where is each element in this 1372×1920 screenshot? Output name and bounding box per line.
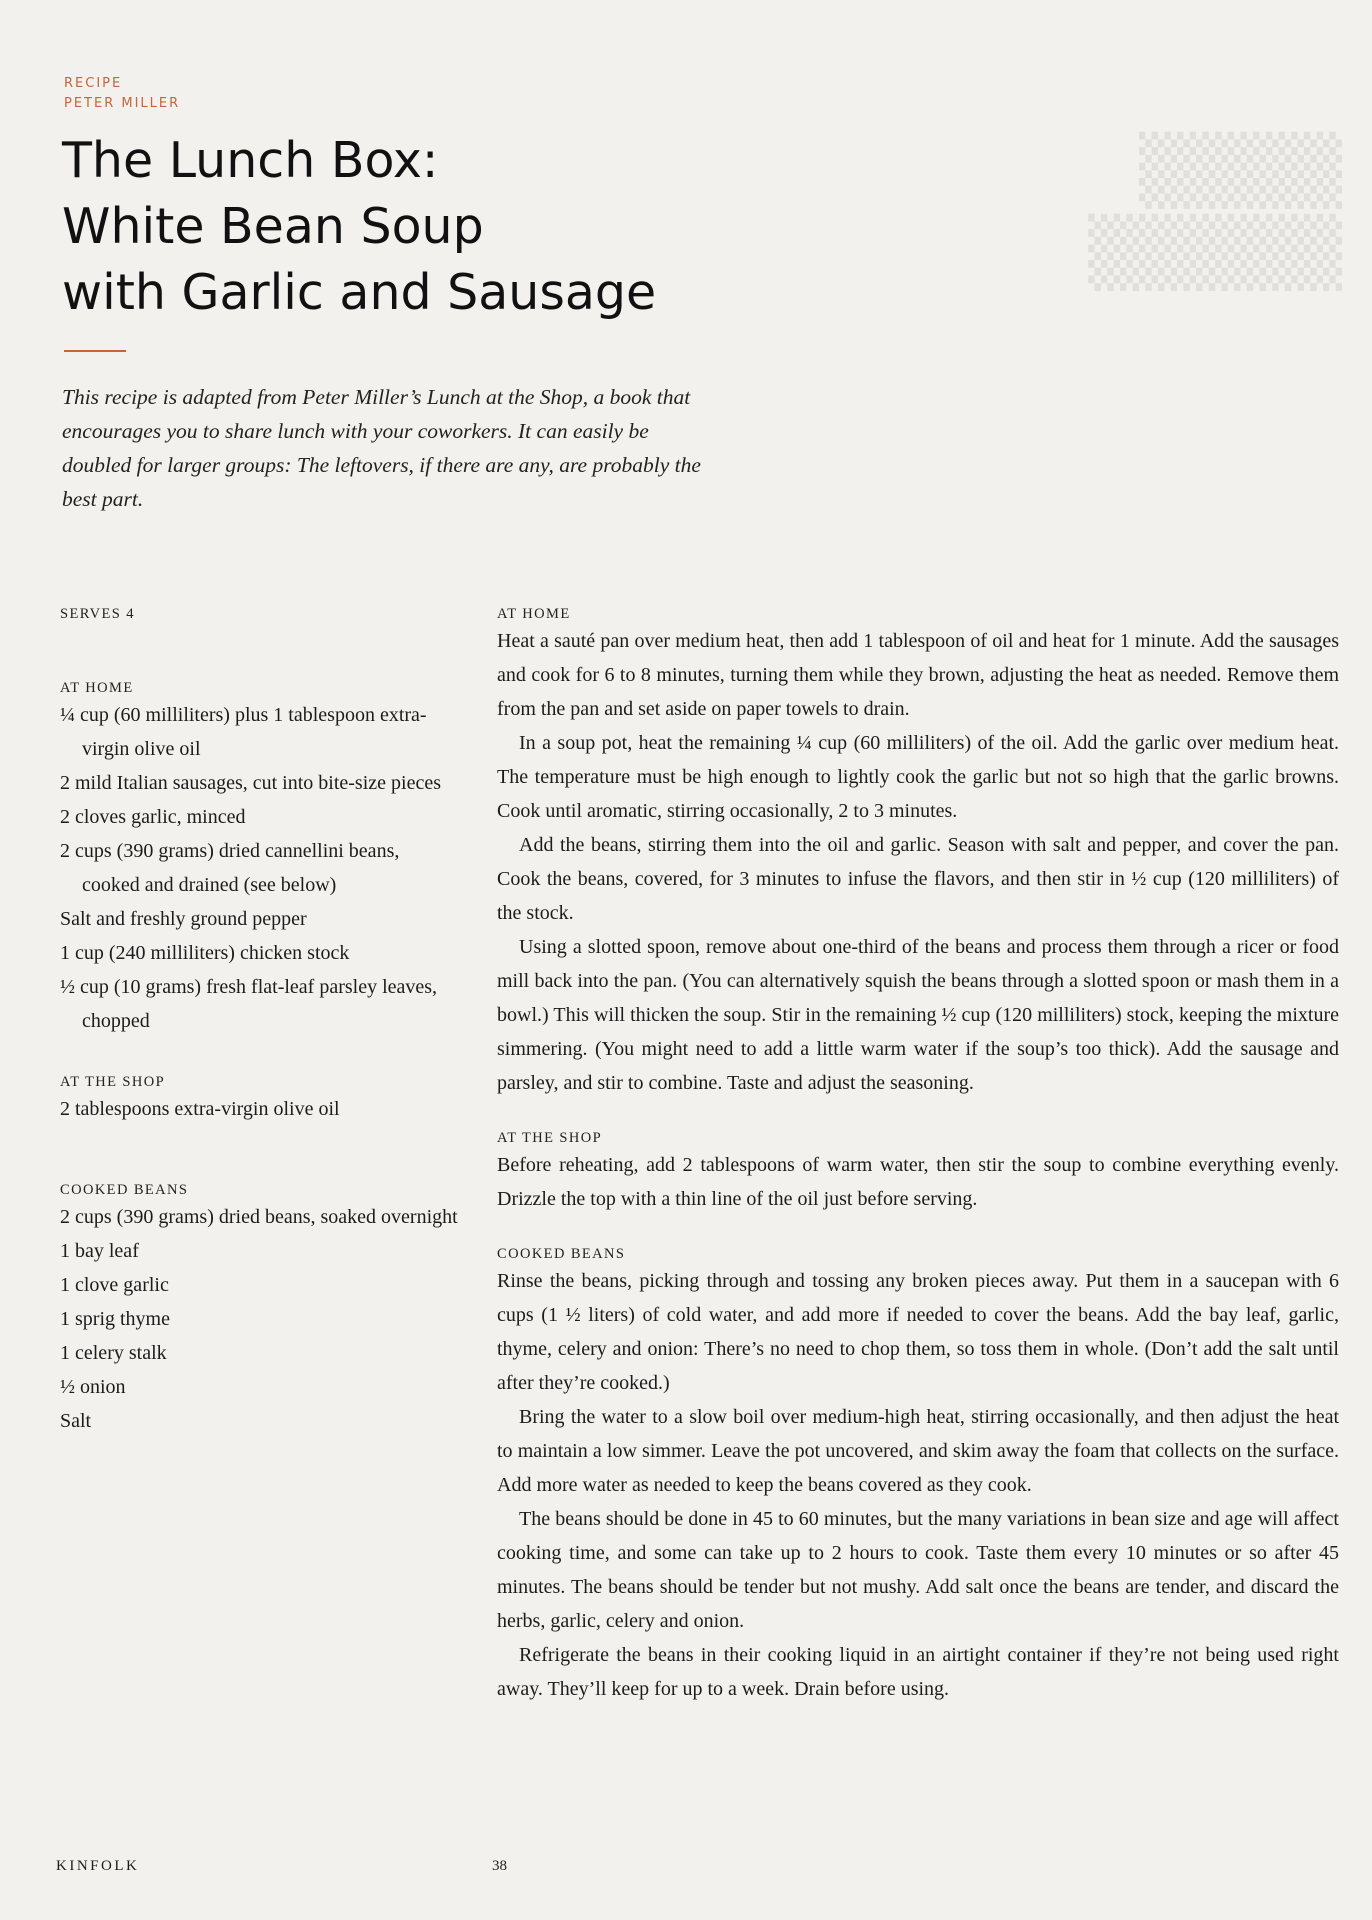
method-paragraph: Heat a sauté pan over medium heat, then add 1 tablespoon of oil and heat for 1 minute. Add the sausages and cook for 6 to 8 minutes, turning them while they brown, adjusting the heat as needed. Remove them from the pan and set aside on paper towels to drain. <box>497 630 1339 720</box>
ingredients-column <box>60 604 460 1438</box>
page-title <box>62 128 782 326</box>
method-paragraph: Refrigerate the beans in their cooking liquid in an airtight container if they’re not being used right away. They’ll keep for up to a week. Drain before using. <box>497 1644 1339 1700</box>
list-item: 2 cups (390 grams) dried beans, soaked overnight <box>60 1206 458 1228</box>
list-item: ½ onion <box>60 1376 126 1398</box>
method-paragraph: The beans should be done in 45 to 60 minutes, but the many variations in bean size and age will affect cooking time, and some can take up to 2 hours to cook. Taste them every 10 minutes or so after 45 minutes. The beans should be tender but not mushy. Add salt once the beans are tender, and discard the herbs, garlic, celery and onion. <box>497 1508 1339 1632</box>
list-item: ¼ cup (60 milliliters) plus 1 tablespoon extra-virgin olive oil <box>60 704 427 760</box>
serves-label: SERVES 4 <box>60 606 135 622</box>
method-column <box>497 604 1339 1706</box>
list-item: 1 sprig thyme <box>60 1308 170 1330</box>
list-item: 2 tablespoons extra-virgin olive oil <box>60 1098 340 1120</box>
method-cooked-beans-heading: COOKED BEANS <box>497 1246 626 1262</box>
ingredients-at-home-heading: AT HOME <box>60 680 134 696</box>
bleed-through-decoration: ▒▒▒▒ ▒▒▒▒▒ <box>1088 132 1342 291</box>
method-paragraph: Before reheating, add 2 tablespoons of warm water, then stir the soup to combine everything evenly. Drizzle the top with a thin line of the oil just before serving. <box>497 1154 1339 1210</box>
ingredients-at-shop-heading: AT THE SHOP <box>60 1074 166 1090</box>
magazine-name: KINFOLK <box>56 1858 140 1874</box>
list-item: ½ cup (10 grams) fresh flat-leaf parsley leaves, chopped <box>60 976 438 1032</box>
method-paragraph: Bring the water to a slow boil over medium-high heat, stirring occasionally, and then adjust the heat to maintain a low simmer. Leave the pot uncovered, and skim away the foam that collects on the surface. Add more water as needed to keep the beans covered as they cook. <box>497 1406 1339 1496</box>
method-paragraph: Add the beans, stirring them into the oil and garlic. Season with salt and pepper, and cover the pan. Cook the beans, covered, for 3 minutes to infuse the flavors, and then stir in ½ cup (120 milliliters) of the stock. <box>497 834 1339 924</box>
method-paragraph: In a soup pot, heat the remaining ¼ cup (60 milliliters) of the oil. Add the garlic over medium heat. The temperature must be high enough to lightly cook the garlic but not so high that the garlic browns. Cook until aromatic, stirring occasionally, 2 to 3 minutes. <box>497 732 1339 822</box>
intro-text: This recipe is adapted from Peter Miller’s Lunch at the Shop, a book that encourages you to share lunch with your coworkers. It can easily be doubled for larger groups: The leftovers, if there are any, are probably the best part. <box>62 385 701 511</box>
list-item: 2 mild Italian sausages, cut into bite-size pieces <box>60 772 441 794</box>
accent-divider <box>64 350 126 352</box>
list-item: Salt and freshly ground pepper <box>60 908 307 930</box>
list-item: 1 clove garlic <box>60 1274 169 1296</box>
list-item: 2 cups (390 grams) dried cannellini beans, cooked and drained (see below) <box>60 840 400 896</box>
title-line: with Garlic and Sausage <box>62 264 657 321</box>
list-item: 2 cloves garlic, minced <box>60 806 246 828</box>
list-item: 1 celery stalk <box>60 1342 167 1364</box>
ingredients-at-home-list <box>60 698 460 1038</box>
page-number: 38 <box>492 1858 507 1874</box>
method-paragraph: Using a slotted spoon, remove about one-third of the beans and process them through a ricer or food mill back into the pan. (You can alternatively squish the beans through a slotted spoon or mash them in a bowl.) This will thicken the soup. Stir in the remaining ½ cup (120 milliliters) stock, keeping the mixture simmering. (You might need to add a little warm water if the soup’s too thick). Add the sausage and parsley, and stir to combine. Taste and adjust the seasoning. <box>497 936 1339 1094</box>
ingredients-cooked-beans-heading: COOKED BEANS <box>60 1182 189 1198</box>
ingredients-at-shop-list <box>60 1092 460 1126</box>
category-label: RECIPE <box>64 76 123 91</box>
method-at-shop-heading: AT THE SHOP <box>497 1130 603 1146</box>
list-item: 1 bay leaf <box>60 1240 139 1262</box>
method-paragraph: Rinse the beans, picking through and tossing any broken pieces away. Put them in a saucepan with 6 cups (1 ½ liters) of cold water, and add more if needed to cover the beans. Add the bay leaf, garlic, thyme, celery and onion: There’s no need to chop them, so toss them in whole. (Don’t add the salt until after they’re cooked.) <box>497 1270 1339 1394</box>
ingredients-cooked-beans-list <box>60 1200 460 1438</box>
method-at-home-heading: AT HOME <box>497 606 571 622</box>
kicker <box>64 74 180 114</box>
author-label: PETER MILLER <box>64 96 181 111</box>
title-line: The Lunch Box: <box>62 132 439 189</box>
list-item: 1 cup (240 milliliters) chicken stock <box>60 942 350 964</box>
title-line: White Bean Soup <box>62 198 484 255</box>
list-item: Salt <box>60 1410 92 1432</box>
